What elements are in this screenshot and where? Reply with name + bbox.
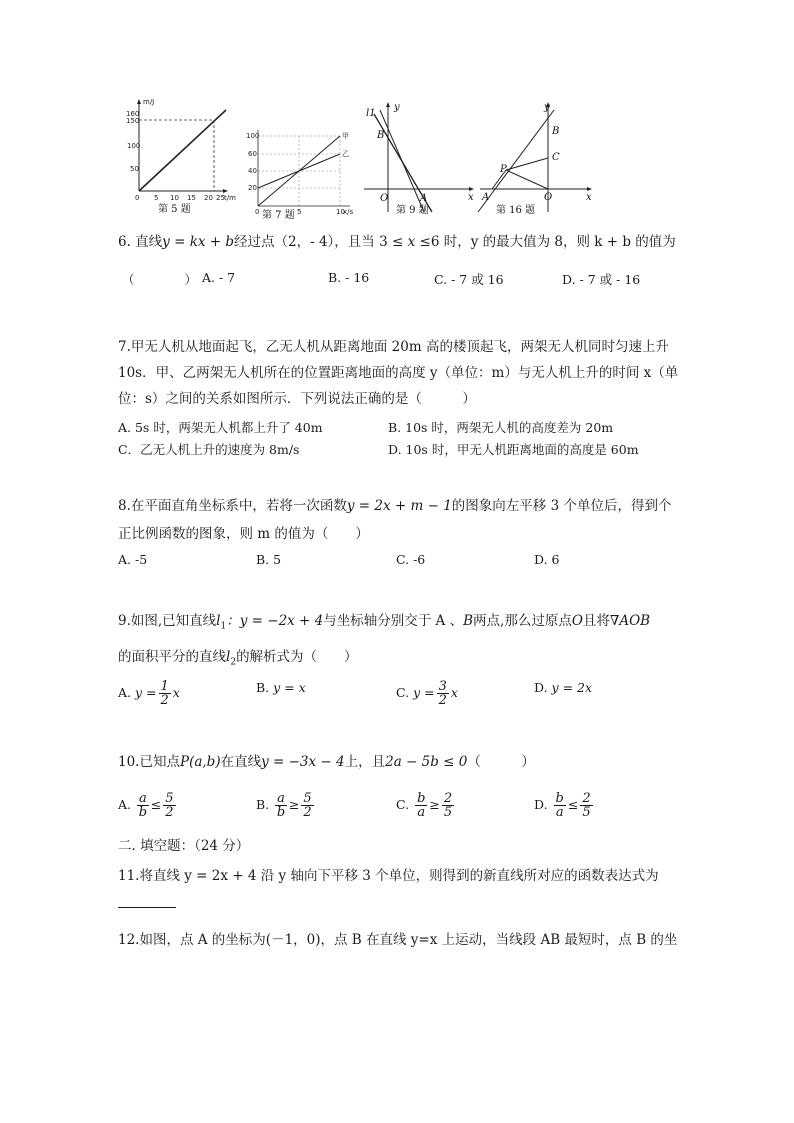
q9-option-c-pre: y = (413, 685, 435, 700)
q9-B: B (463, 613, 474, 629)
q7-line3: 位：s）之间的关系如图所示．下列说法正确的是（ ） (118, 391, 476, 407)
fig5-ylabel: m/J (143, 98, 155, 106)
fig5-xtick: 10 (170, 194, 179, 202)
q10-option-a-num: a (139, 791, 147, 806)
q10-inequality: 2a − 5b ≤ 0 (385, 754, 468, 770)
q10-option-b-sym: ≥ (288, 797, 300, 812)
q10-option-b-right (301, 792, 313, 819)
fig7-label-b: 乙 (342, 150, 349, 158)
fig16-x: x (586, 192, 592, 203)
q9-option-c-num: 3 (438, 679, 447, 694)
fig7-label-a: 甲 (342, 132, 349, 140)
q8-option-c[interactable]: C. -6 (396, 552, 426, 567)
q9-option-c-den: 2 (438, 693, 447, 708)
q10-option-c-den: a (417, 805, 426, 820)
q9-option-d[interactable] (534, 680, 592, 695)
q9-line2-a: 的面积平分的直线 (118, 648, 226, 665)
fig5-xtick: 20 (204, 194, 213, 202)
q10-option-c-sym: ≥ (429, 797, 440, 812)
figure-5 (126, 96, 236, 216)
q6-mid2: ≤6 时，y 的最大值为 8，则 k + b 的值为 (415, 234, 676, 250)
section-2-heading: 二. 填空题：（24 分） (118, 838, 250, 854)
fig5-xtick: 0 (135, 194, 140, 202)
q10-line-c: 上，且 (344, 754, 386, 770)
q10-option-c-rnum: 2 (443, 791, 453, 806)
fig5-xtick: 25 (216, 194, 225, 202)
q10-option-d-num: b (555, 791, 564, 806)
q9-option-b-eq: y = x (273, 680, 306, 695)
q10-option-b-rnum: 5 (303, 791, 312, 806)
figure-9-graph (360, 100, 478, 218)
question-12 (118, 930, 678, 950)
q10-option-d-den: a (555, 805, 564, 820)
question-10 (118, 752, 678, 772)
q9-l2: l (226, 648, 231, 665)
q8-equation: y = 2x + m − 1 (346, 498, 452, 514)
q9-option-a-fraction (159, 680, 171, 707)
q9-option-c[interactable] (396, 680, 458, 707)
q7-line1: 7.甲无人机从地面起飞，乙无人机从距离地面 20m 高的楼顶起飞，两架无人机同时匀速上升 (118, 339, 669, 355)
fig7-ytick: 20 (248, 184, 257, 192)
q10-option-b-rden: 2 (303, 805, 312, 820)
q9-option-a-pre: y = (135, 685, 157, 700)
q7-option-c[interactable]: C．乙无人机上升的速度为 8m/s (118, 442, 300, 457)
fig16-P: P (500, 164, 507, 175)
fig5-ytick: 150 (126, 117, 140, 125)
fig7-ytick: 100 (246, 132, 260, 140)
q9-line1-a: 9.如图,已知直线 (118, 613, 217, 629)
q9-option-c-fraction (437, 680, 449, 707)
q9-option-a-den: 2 (160, 693, 169, 708)
fig9-B: B (377, 130, 385, 141)
q6-equation: y = kx + b (162, 234, 235, 250)
q9-option-a-num: 1 (160, 679, 169, 694)
fig7-ytick: 40 (248, 167, 257, 175)
fig5-xtick: 15 (187, 194, 196, 202)
fig16-C: C (552, 152, 560, 163)
q8-option-b[interactable]: B. 5 (256, 552, 282, 567)
q10-option-b[interactable] (256, 792, 316, 819)
q6-prefix: 6. 直线 (118, 234, 163, 250)
q10-option-c[interactable] (396, 792, 456, 819)
q9-option-d-label: D. (534, 680, 548, 695)
q10-option-b-left (275, 792, 287, 819)
fig9-O: O (380, 193, 389, 204)
q9-equation: ：y = −2x + 4 (226, 613, 324, 629)
fig16-y: y (544, 102, 550, 113)
q10-option-a-sym: ≤ (150, 797, 162, 812)
fig7-xtick: 0 (255, 208, 260, 216)
figure-16 (476, 100, 596, 218)
q6-option-c[interactable]: C. - 7 或 16 (434, 272, 504, 287)
q9-option-b-label: B. (256, 680, 270, 695)
q10-line-b: 在直线 (220, 754, 262, 770)
q6-option-b[interactable]: B. - 16 (328, 270, 370, 285)
fig9-y: y (394, 102, 400, 113)
q9-l1-sub: 1 (220, 621, 227, 632)
fig5-ytick: 50 (130, 165, 139, 173)
q9-line2-b: 的解析式为（ ） (236, 648, 358, 665)
q10-option-c-left (415, 792, 427, 819)
q10-option-a-rden: 2 (165, 805, 174, 820)
q10-option-c-right (442, 792, 454, 819)
q9-option-c-post: x (450, 685, 458, 700)
q10-option-c-num: b (417, 791, 426, 806)
q10-option-c-rden: 5 (443, 805, 453, 820)
q10-option-d[interactable] (534, 792, 595, 819)
q9-line1-d: 且将 (582, 613, 610, 629)
fig7-xlabel: x/s (343, 208, 354, 216)
q10-option-a-right (163, 792, 175, 819)
q8-line2: 正比例函数的图象，则 m 的值为（ ） (118, 526, 369, 542)
q10-options (118, 788, 678, 824)
q7-options-row1 (118, 418, 678, 442)
q11-line1: 11.将直线 y = 2x + 4 沿 y 轴向下平移 3 个单位，则得到的新直线所对应的函数表达式为 (118, 868, 659, 884)
figure-9 (360, 100, 478, 218)
fig7-ytick: 60 (248, 150, 257, 158)
q10-option-b-label: B. (256, 797, 270, 812)
question-7 (118, 334, 678, 412)
q10-option-a-label: A. (118, 797, 132, 812)
q10-option-a-rnum: 5 (165, 791, 174, 806)
q9-line1-b: 与坐标轴分别交于 A 、 (323, 613, 464, 629)
figure-5-graph (126, 96, 236, 216)
q9-options (118, 676, 678, 710)
q8-options (118, 552, 678, 576)
q10-equation: y = −3x − 4 (261, 754, 345, 770)
q10-option-c-label: C. (396, 797, 410, 812)
q8-option-a[interactable]: A. -5 (118, 552, 148, 567)
q10-option-d-rden: 5 (582, 805, 591, 820)
q10-option-b-den: b (276, 805, 286, 820)
question-11 (118, 862, 678, 918)
q10-point: P(a,b) (179, 754, 221, 770)
fig7-caption: 第 7 题 (262, 210, 295, 221)
q6-option-d[interactable]: D. - 7 或 - 16 (562, 272, 641, 287)
q6-options (118, 270, 678, 294)
q10-option-d-right (580, 792, 592, 819)
q7-option-b[interactable]: B. 10s 时，两架无人机的高度差为 20m (388, 420, 614, 435)
q10-option-d-label: D. (534, 797, 548, 812)
q10-option-a-left (137, 792, 149, 819)
q8-line1-a: 8.在平面直角坐标系中，若将一次函数 (118, 498, 347, 514)
q6-mid1: 经过点（2，- 4），且当 3 ≤ (234, 234, 408, 250)
q6-x: x (407, 234, 416, 250)
q8-option-d[interactable]: D. 6 (534, 552, 560, 567)
question-9 (118, 606, 678, 677)
q10-option-d-left (554, 792, 566, 819)
fig5-xlabel: t/m (224, 194, 236, 202)
q6-option-a[interactable]: A. - 7 (202, 270, 236, 285)
q9-option-a-post: x (172, 685, 180, 700)
q10-option-b-num: a (277, 791, 285, 806)
q10-option-a-den: b (138, 805, 148, 820)
fig16-caption: 第 16 题 (496, 205, 536, 216)
q10-option-d-sym: ≤ (567, 797, 579, 812)
q7-line2: 10s．甲、乙两架无人机所在的位置距离地面的高度 y（单位：m）与无人机上升的时间 x（单 (118, 365, 679, 381)
q11-answer-blank[interactable] (118, 893, 176, 908)
q9-option-d-eq: y = 2x (551, 680, 593, 695)
figure-16-graph (476, 100, 596, 218)
fig5-xtick: 5 (154, 194, 159, 202)
q9-line1-c: 两点,那么过原点 (473, 613, 572, 629)
fig16-O: O (544, 192, 553, 203)
fig16-B: B (552, 126, 560, 137)
q9-option-c-label: C. (396, 685, 410, 700)
q9-O: O (571, 613, 583, 629)
fig16-A: A (482, 192, 490, 203)
q9-option-b[interactable] (256, 680, 306, 695)
fig9-l1: l1 (366, 108, 376, 119)
q7-option-a[interactable]: A. 5s 时，两架无人机都上升了 40m (118, 420, 323, 435)
q9-l2-sub: 2 (230, 657, 237, 668)
q9-option-a-label: A. (118, 685, 132, 700)
q12-line1: 12.如图，点 A 的坐标为(－1，0)，点 B 在直线 y=x 上运动，当线段 AB 最短时，点 B 的坐 (118, 932, 678, 948)
q7-option-d[interactable]: D. 10s 时，甲无人机距离地面的高度是 60m (388, 442, 639, 457)
fig9-caption: 第 9 题 (396, 205, 429, 216)
fig5-ytick: 100 (127, 142, 141, 150)
q8-line1-b: 的图象向左平移 3 个单位后，得到个 (451, 498, 672, 514)
fig7-xtick: 10 (336, 208, 345, 216)
q7-options-row2 (118, 440, 678, 464)
fig5-caption: 第 5 题 (158, 204, 191, 215)
q10-option-d-rnum: 2 (582, 791, 591, 806)
q10-option-a[interactable] (118, 792, 178, 819)
fig7-xtick: 5 (297, 208, 302, 216)
figure-7-graph (246, 126, 356, 221)
question-8 (118, 492, 678, 548)
question-6 (118, 232, 678, 252)
figure-7 (246, 126, 356, 221)
q9-triangle: ∇AOB (609, 613, 651, 629)
fig5-ytick: 160 (126, 110, 140, 118)
q10-line-a: 10.已知点 (118, 754, 180, 770)
fig9-A: A (420, 193, 428, 204)
q9-l1: l (216, 613, 221, 629)
q6-paren: （ ） (122, 272, 198, 287)
q9-option-a[interactable] (118, 680, 180, 707)
fig9-x: x (468, 192, 474, 203)
q10-line-d: （ ） (467, 754, 535, 770)
